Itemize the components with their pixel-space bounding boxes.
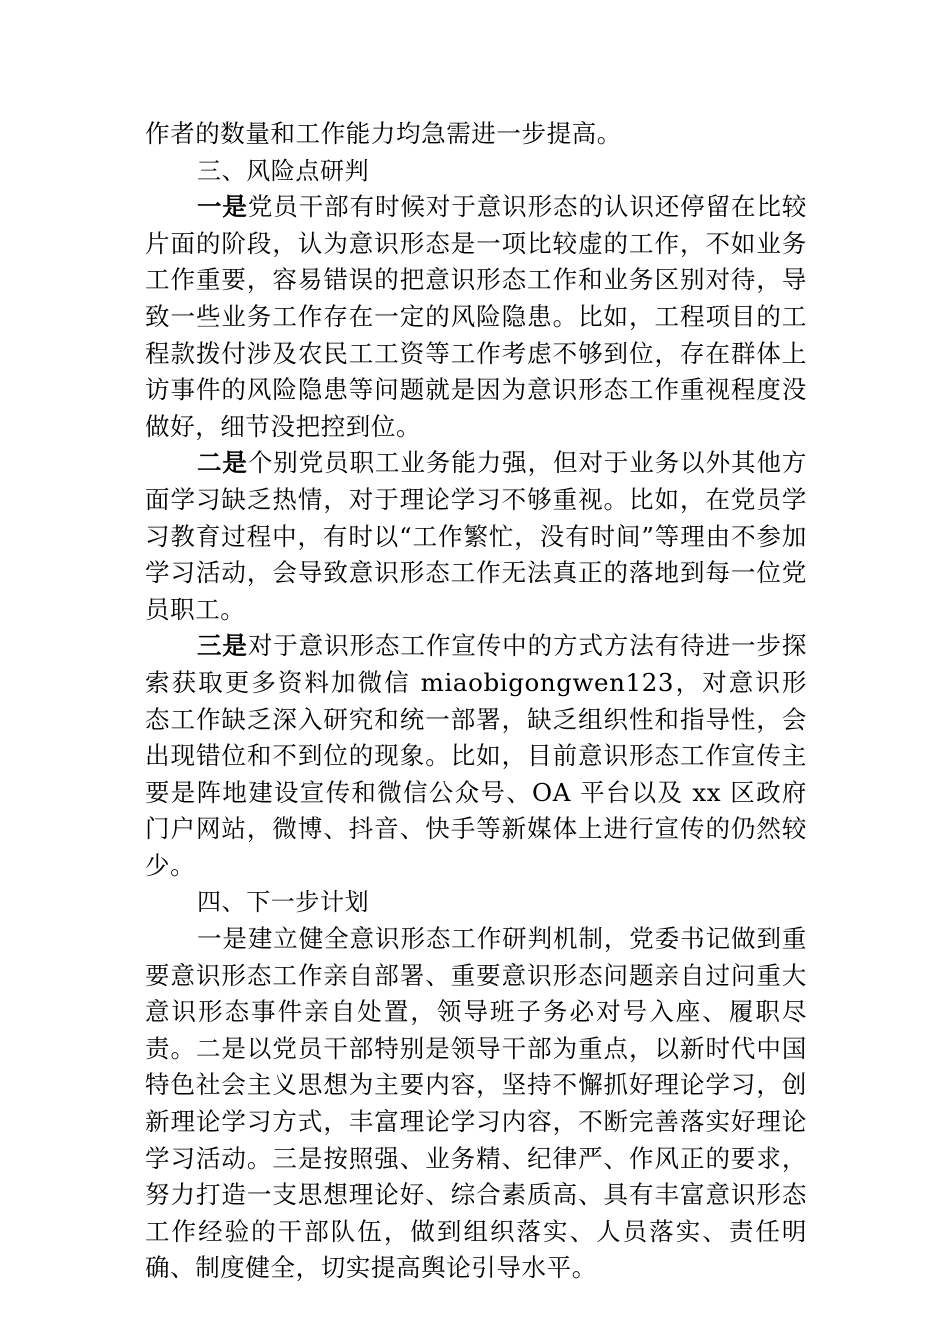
paragraph-risk-2-text: 个别党员职工业务能力强，但对于业务以外其他方面学习缺乏热情，对于理论学习不够重视。比如，在党员学习教育过程中，有时以“工作繁忙，没有时间”等理由不参加学习活动，会导致意识形态工作无法真正的落地到每一位党员职工。 <box>145 448 808 624</box>
paragraph-risk-1 <box>145 189 807 445</box>
section-heading-next-steps: 四、下一步计划 <box>197 888 370 917</box>
paragraph-risk-1-text: 党员干部有时候对于意识形态的认识还停留在比较片面的阶段，认为意识形态是一项比较虚的工作，不如业务工作重要，容易错误的把意识形态工作和业务区别对待，导致一些业务工作存在一定的风险隐患。比如，工程项目的工程款拨付涉及农民工工资等工作考虑不够到位，存在群体上访事件的风险隐患等问题就是因为意识形态工作重视程度没做好，细节没把控到位。 <box>145 192 808 441</box>
paragraph-next-steps: 一是建立健全意识形态工作研判机制，党委书记做到重要意识形态工作亲自部署、重要意识形态问题亲自过问重大意识形态事件亲自处置，领导班子务必对号入座、履职尽责。二是以党员干部特别是领导干部为重点，以新时代中国特色社会主义思想为主要内容，坚持不懈抓好理论学习，创新理论学习方式，丰富理论学习内容，不断完善落实好理论学习活动。三是按照强、业务精、纪律严、作风正的要求，努力打造一支思想理论好、综合素质高、具有丰富意识形态工作经验的干部队伍，做到组织落实、人员落实、责任明确、制度健全，切实提高舆论引导水平。 <box>145 924 807 1283</box>
paragraph-risk-2-lead: 二是 <box>197 448 248 478</box>
document-body <box>145 116 807 1287</box>
paragraph-continuation: 作者的数量和工作能力均急需进一步提高。 <box>145 119 622 148</box>
paragraph-risk-3-text: 对于意识形态工作宣传中的方式方法有待进一步探索获取更多资料加微信 miaobigongwen123，对意识形态工作缺乏深入研究和统一部署，缺乏组织性和指导性，会出现错位和不到位的现象。比如，目前意识形态工作宣传主要是阵地建设宣传和微信公众号、OA 平台以及 xx 区政府门户网站，微博、抖音、快手等新媒体上进行宣传的仍然较少。 <box>145 631 808 880</box>
paragraph-risk-1-lead: 一是 <box>197 192 248 222</box>
section-heading-risk-assessment: 三、风险点研判 <box>197 156 370 185</box>
paragraph-risk-3-lead: 三是 <box>197 631 248 661</box>
paragraph-risk-3 <box>145 628 807 884</box>
paragraph-risk-2 <box>145 445 807 628</box>
